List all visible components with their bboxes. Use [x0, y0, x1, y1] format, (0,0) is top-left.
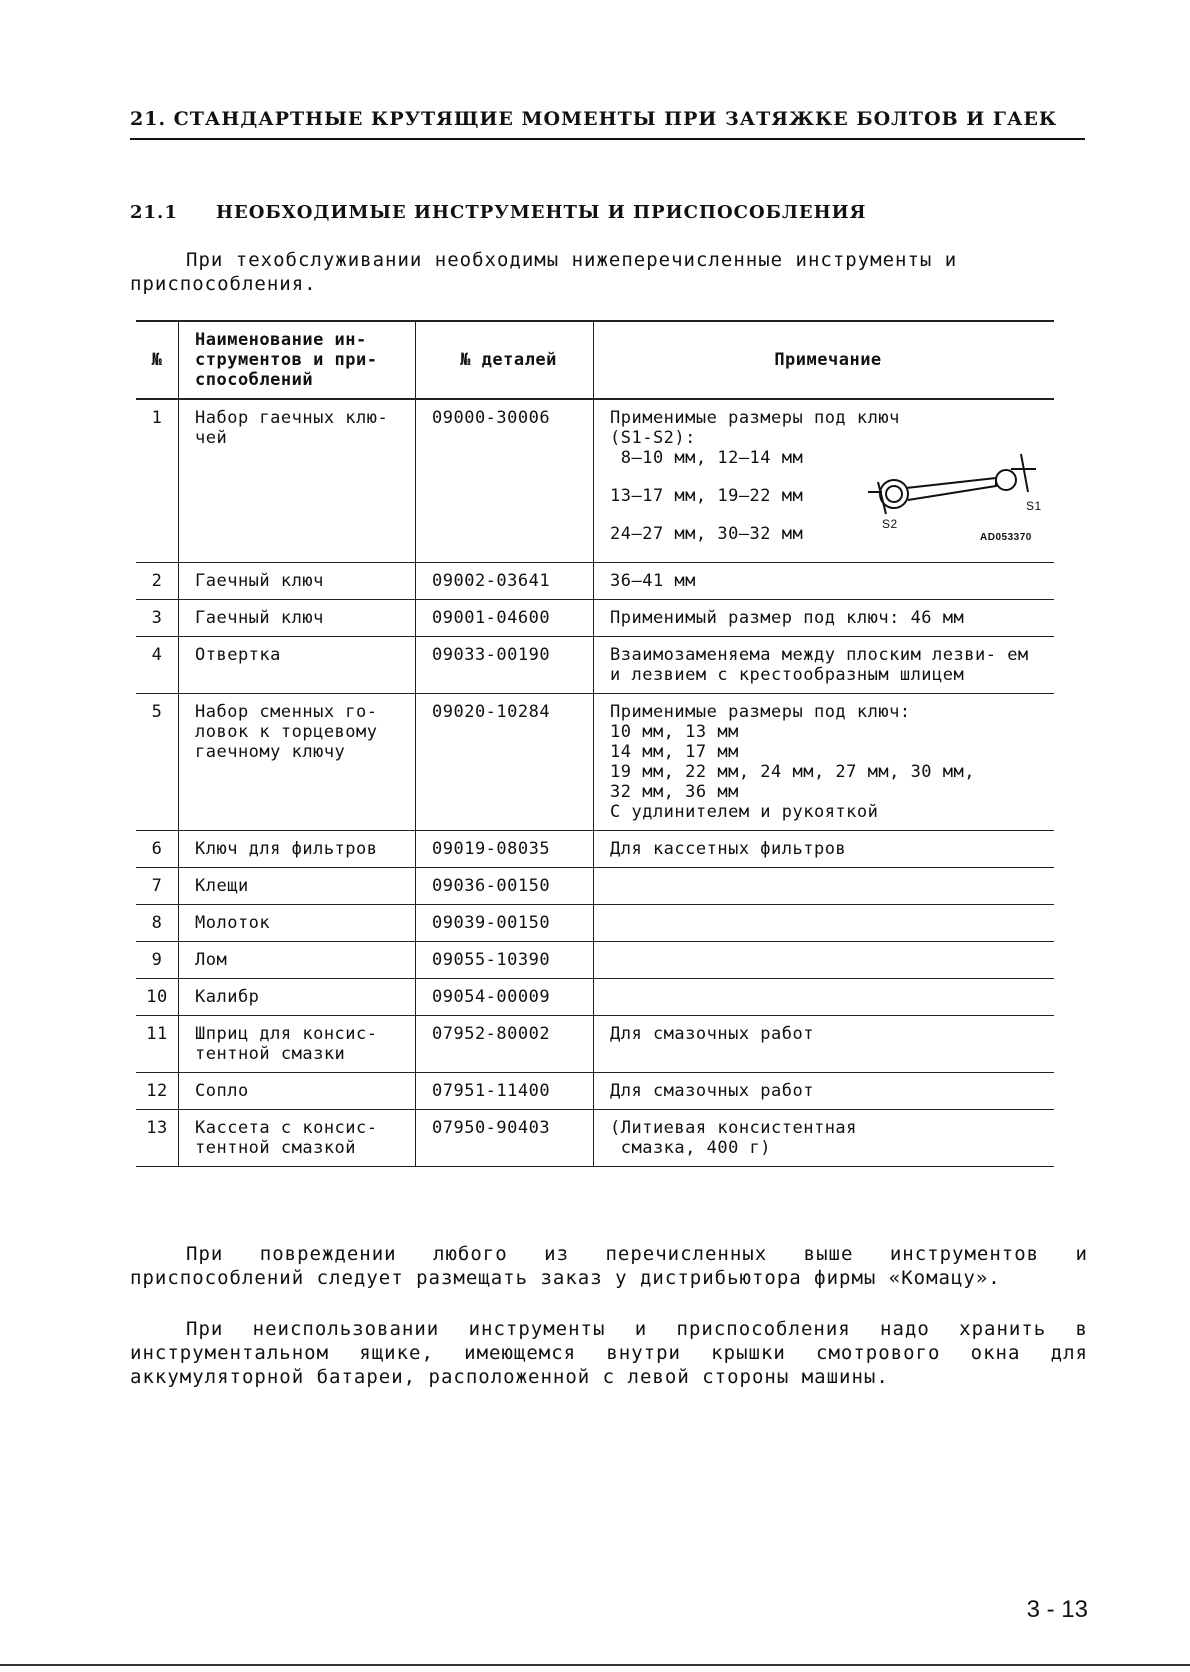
row-part: 07951-11400	[416, 1073, 594, 1110]
note-line: 13—17 мм, 19—22 мм	[610, 486, 804, 506]
row-part: 09020-10284	[416, 694, 594, 831]
row-note	[594, 399, 1055, 563]
note-line: Применимые размеры под ключ:	[610, 702, 911, 722]
row-name: Гаечный ключ	[179, 563, 416, 600]
note-line: 19 мм, 22 мм, 24 мм, 27 мм, 30 мм,	[610, 762, 975, 782]
table-row	[136, 905, 1054, 942]
row-name: Молоток	[179, 905, 416, 942]
row-no: 11	[136, 1016, 179, 1073]
table-row	[136, 1016, 1054, 1073]
table-row	[136, 637, 1054, 694]
table-row	[136, 979, 1054, 1016]
table-row	[136, 563, 1054, 600]
row-name: Клещи	[179, 868, 416, 905]
row-name: Ключ для фильтров	[179, 831, 416, 868]
bottom-rule	[0, 1664, 1190, 1666]
table-row	[136, 942, 1054, 979]
table-row	[136, 868, 1054, 905]
row-part: 07952-80002	[416, 1016, 594, 1073]
label-s1: S1	[1026, 499, 1042, 513]
row-no: 10	[136, 979, 179, 1016]
row-part: 09033-00190	[416, 637, 594, 694]
row-part: 09000-30006	[416, 399, 594, 563]
row-part: 09039-00150	[416, 905, 594, 942]
table-row	[136, 399, 1054, 563]
table-row	[136, 831, 1054, 868]
row-no: 4	[136, 637, 179, 694]
row-note: Для смазочных работ	[594, 1016, 1055, 1073]
row-name: Набор гаечных клю- чей	[179, 399, 416, 563]
row-name: Набор сменных го- ловок к торцевому гаечному ключу	[179, 694, 416, 831]
row-no: 6	[136, 831, 179, 868]
row-part: 09036-00150	[416, 868, 594, 905]
note-line: (S1-S2):	[610, 428, 696, 448]
intro-paragraph: При техобслуживании необходимы нижеперечисленные инструменты и приспособления.	[130, 249, 958, 295]
row-name: Шприц для консис- тентной смазки	[179, 1016, 416, 1073]
row-no: 2	[136, 563, 179, 600]
header-part: № деталей	[416, 321, 594, 399]
row-name: Кассета с консис- тентной смазкой	[179, 1110, 416, 1167]
row-note	[594, 1110, 1055, 1167]
row-note: 36—41 мм	[594, 563, 1055, 600]
row-note	[594, 979, 1055, 1016]
note-line: 10 мм, 13 мм	[610, 722, 739, 742]
table-header-row	[136, 321, 1054, 399]
note-line: Применимые размеры под ключ	[610, 408, 900, 428]
page-number: 3 - 13	[1026, 1596, 1088, 1623]
page-header-title: 21. СТАНДАРТНЫЕ КРУТЯЩИЕ МОМЕНТЫ ПРИ ЗАТЯЖКЕ БОЛТОВ И ГАЕК	[130, 108, 1085, 140]
wrench-diagram	[856, 434, 1046, 544]
row-part: 09054-00009	[416, 979, 594, 1016]
table-row	[136, 694, 1054, 831]
label-s2: S2	[882, 517, 898, 531]
row-part: 09055-10390	[416, 942, 594, 979]
row-no: 13	[136, 1110, 179, 1167]
note-line: (Литиевая консистентная	[610, 1118, 857, 1138]
row-no: 9	[136, 942, 179, 979]
row-note: Для смазочных работ	[594, 1073, 1055, 1110]
row-no: 3	[136, 600, 179, 637]
table-row	[136, 1073, 1054, 1110]
row-part: 09019-08035	[416, 831, 594, 868]
row-note	[594, 942, 1055, 979]
row-note: Взаимозаменяема между плоским лезви- ем и лезвием с крестообразным шлицем	[594, 637, 1055, 694]
note-line: С удлинителем и рукояткой	[610, 802, 879, 822]
row-no: 5	[136, 694, 179, 831]
row-note: Для кассетных фильтров	[594, 831, 1055, 868]
figure-code: AD053370	[980, 532, 1032, 543]
footer-paragraph-1: При повреждении любого из перечисленных выше инструментов и приспособлений следует размещать заказ у дистрибьютора фирмы «Комацу».	[130, 1243, 1088, 1289]
row-note	[594, 905, 1055, 942]
note-line: 14 мм, 17 мм	[610, 742, 739, 762]
section-title	[130, 202, 867, 223]
row-no: 7	[136, 868, 179, 905]
row-name: Лом	[179, 942, 416, 979]
row-name: Отвертка	[179, 637, 416, 694]
header-note: Примечание	[594, 321, 1055, 399]
row-name: Сопло	[179, 1073, 416, 1110]
row-note	[594, 694, 1055, 831]
row-name: Калибр	[179, 979, 416, 1016]
tools-table	[136, 320, 1054, 1167]
header-name: Наименование ин- струментов и при- способлений	[179, 321, 416, 399]
note-line: 24—27 мм, 30—32 мм	[610, 524, 804, 544]
table-row	[136, 1110, 1054, 1167]
row-no: 8	[136, 905, 179, 942]
note-line: 32 мм, 36 мм	[610, 782, 739, 802]
note-line: 8—10 мм, 12—14 мм	[610, 448, 804, 468]
row-no: 1	[136, 399, 179, 563]
row-note	[594, 868, 1055, 905]
row-part: 09001-04600	[416, 600, 594, 637]
row-note: Применимый размер под ключ: 46 мм	[594, 600, 1055, 637]
row-no: 12	[136, 1073, 179, 1110]
section-heading: НЕОБХОДИМЫЕ ИНСТРУМЕНТЫ И ПРИСПОСОБЛЕНИЯ	[216, 202, 867, 223]
row-part: 07950-90403	[416, 1110, 594, 1167]
note-line: смазка, 400 г)	[610, 1138, 772, 1158]
row-part: 09002-03641	[416, 563, 594, 600]
row-name: Гаечный ключ	[179, 600, 416, 637]
table-row	[136, 600, 1054, 637]
section-number: 21.1	[130, 202, 178, 223]
footer-paragraph-2: При неиспользовании инструменты и приспособления надо хранить в инструментальном ящике, имеющемся внутри крышки смотрового окна для аккумуляторной батареи, расположенной с левой стороны машины.	[130, 1318, 1088, 1388]
header-no: №	[136, 321, 179, 399]
